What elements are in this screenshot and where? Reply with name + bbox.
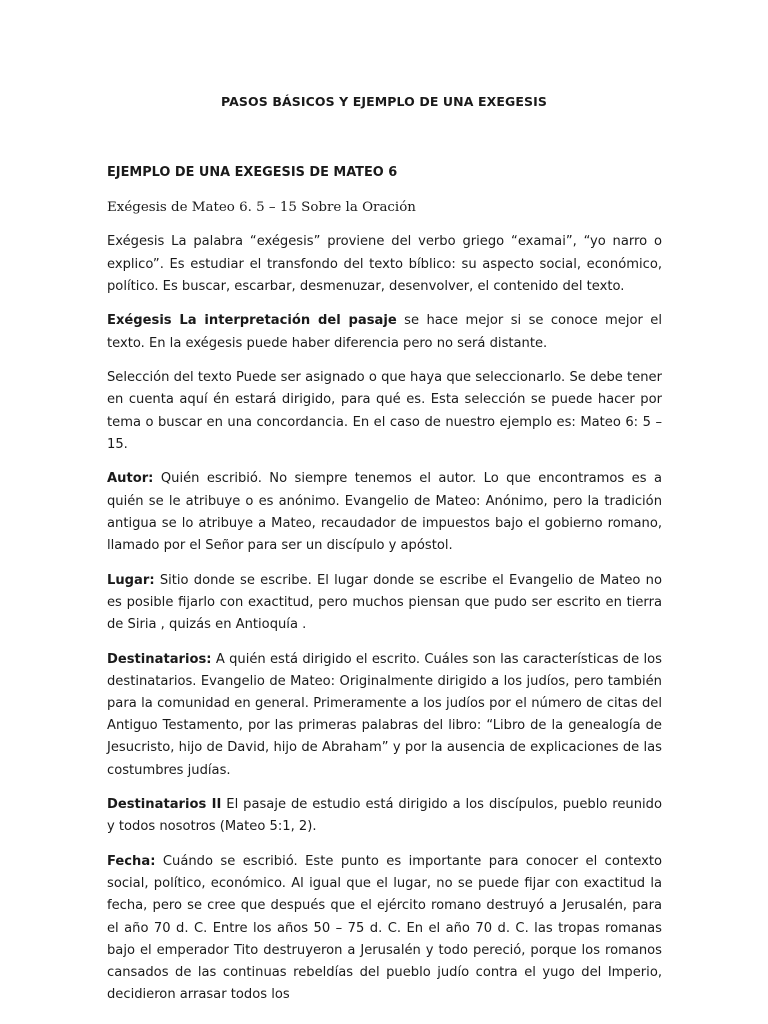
paragraph-text: Sitio donde se escribe. El lugar donde se escribe el Evangelio de Mateo no es posible fijarlo con exactitud, pero muchos piensan que pudo ser escrito en tierra de Siria , quizás en Antioquía .	[107, 572, 662, 633]
section-heading: EJEMPLO DE UNA EXEGESIS DE MATEO 6	[107, 165, 398, 180]
paragraph-text: Quién escribió. No siempre tenemos el autor. Lo que encontramos es a quién se le atribuye o es anónimo. Evangelio de Mateo: Anónimo, pero la tradición antigua se lo atribuye a Mateo, recaudador de impuestos bajo el gobierno romano, llamado por el Señor para ser un discípulo y apóstol.	[107, 471, 662, 554]
paragraph-destinatarios-ii	[107, 794, 662, 838]
paragraph-label: Fecha:	[107, 854, 156, 870]
paragraph-label: Exégesis La interpretación del pasaje	[107, 313, 397, 329]
paragraph-text: Cuándo se escribió. Este punto es importante para conocer el contexto social, político, económico. Al igual que el lugar, no se puede fijar con exactitud la fecha, pero se cree que después que el ejército romano destruyó a Jerusalén, para el año 70 d. C. Entre los años 50 – 75 d. C. En el año 70 d. C. las tropas romanas bajo el emperador Tito destruyeron a Jerusalén y todo pereció, porque los romanos cansados de las continuas rebeldías del pueblo judío contra el yugo del Imperio, decidieron arrasar todos los	[107, 854, 662, 1003]
paragraph-text: A quién está dirigido el escrito. Cuáles son las características de los destinatarios. Evangelio de Mateo: Originalmente dirigido a los judíos, pero también para la comunidad en general. Primeramente a los judíos por el número de citas del Antiguo Testamento, por las primeras palabras del libro: “Libro de la genealogía de Jesucristo, hijo de David, hijo de Abraham” y por la ausencia de explicaciones de las costumbres judías.	[107, 651, 662, 778]
paragraph-destinatarios	[107, 649, 662, 782]
paragraph-autor	[107, 468, 662, 557]
document-title: PASOS BÁSICOS Y EJEMPLO DE UNA EXEGESIS	[221, 94, 547, 109]
paragraph-label: Autor:	[107, 471, 154, 487]
paragraph-exegesis: Exégesis La palabra “exégesis” proviene del verbo griego “examai”, “yo narro o explico”. Es estudiar el transfondo del texto bíblico: su aspecto social, económico, político. Es buscar, escarbar, desmenuzar, desenvolver, el contenido del texto.	[107, 234, 662, 294]
paragraph-text: El pasaje de estudio está dirigido a los discípulos, pueblo reunido y todos nosotros (Mateo 5:1, 2).	[107, 797, 662, 835]
paragraph-seleccion: Selección del texto Puede ser asignado o que haya que seleccionarlo. Se debe tener en cuenta aquí én estará dirigido, para qué es. Esta selección se puede hacer por tema o buscar en una concordancia. En el caso de nuestro ejemplo es: Mateo 6: 5 – 15.	[107, 370, 662, 452]
section-subtitle: Exégesis de Mateo 6. 5 – 15 Sobre la Oración	[107, 200, 416, 216]
paragraph-label: Destinatarios:	[107, 651, 212, 667]
paragraph-label: Lugar:	[107, 572, 155, 588]
paragraph-text: se hace mejor si se conoce mejor el texto. En la exégesis puede haber diferencia pero no será distante.	[107, 313, 662, 351]
document-body	[107, 162, 662, 1019]
paragraph-lugar	[107, 570, 662, 637]
paragraph-fecha	[107, 851, 662, 1006]
paragraph-interpretacion	[107, 310, 662, 354]
paragraph-label: Destinatarios II	[107, 797, 222, 813]
